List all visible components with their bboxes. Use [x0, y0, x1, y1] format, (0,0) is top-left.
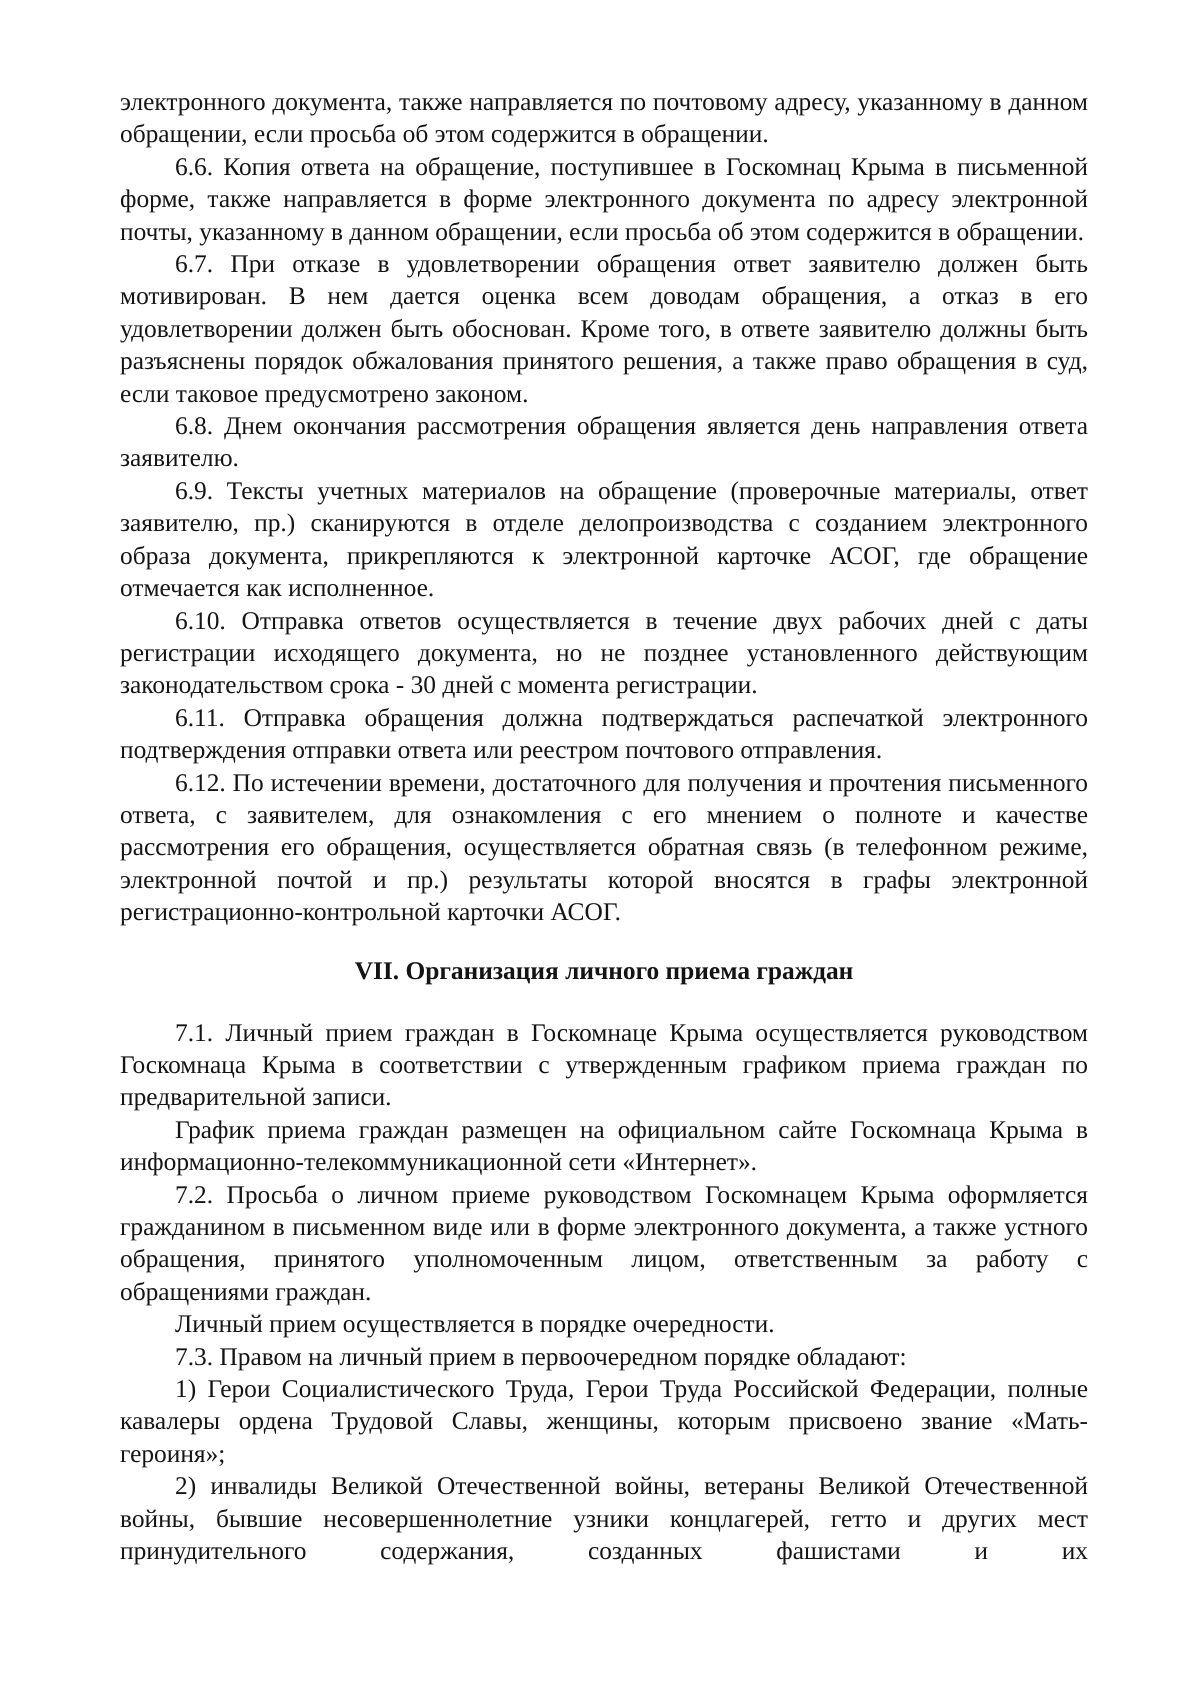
paragraph-6-12: 6.12. По истечении времени, достаточного для получения и прочтения письменного ответа, с заявителем, для ознакомления с его мнением о полноте и качестве рассмотрения его обращения, осуществляется обратная связь (в телефонном режиме, электронной почтой и пр.) результаты которой вносятся в графы электронной регистрационно-контрольной карточки АСОГ. — [120, 768, 1088, 927]
paragraph-6-6: 6.6. Копия ответа на обращение, поступившее в Госкомнац Крыма в письменной форме, также направляется в форме электронного документа по адресу электронной почты, указанному в данном обращении, если просьба об этом содержится в обращении. — [120, 152, 1088, 246]
paragraph-7-1: 7.1. Личный прием граждан в Госкомнаце Крыма осуществляется руководством Госкомнаца Крыма в соответствии с утвержденным графиком приема граждан по предварительной записи. — [120, 1018, 1088, 1112]
paragraph-7-3: 7.3. Правом на личный прием в первоочередном порядке обладают: — [175, 1342, 907, 1371]
paragraph-order: Личный прием осуществляется в порядке очередности. — [175, 1310, 775, 1339]
paragraph-6-9: 6.9. Тексты учетных материалов на обращение (проверочные материалы, ответ заявителю, пр.) сканируются в отделе делопроизводства с созданием электронного образа документа, прикрепляются к электронной карточке АСОГ, где обращение отмечается как исполненное. — [120, 476, 1088, 603]
paragraph-7-2: 7.2. Просьба о личном приеме руководством Госкомнацем Крыма оформляется гражданином в письменном виде или в форме электронного документа, а также устного обращения, принятого уполномоченным лицом, ответственным за работу с обращениями граждан. — [120, 1180, 1088, 1306]
list-item-1: 1) Герои Социалистического Труда, Герои Труда Российской Федерации, полные кавалеры ордена Трудовой Славы, женщины, которым присвоено звание «Мать-героиня»; — [120, 1375, 1088, 1468]
section-heading: VII. Организация личного приема граждан — [354, 956, 854, 985]
list-item-2: 2) инвалиды Великой Отечественной войны, ветераны Великой Отечественной войны, бывшие несовершеннолетние узники концлагерей, гетто и других мест принудительного содержания, созданных фашистами и их — [120, 1472, 1088, 1566]
paragraph-6-10: 6.10. Отправка ответов осуществляется в течение двух рабочих дней с даты регистрации исходящего документа, но не позднее установленного действующим законодательством срока - 30 дней с момента регистрации. — [120, 606, 1088, 700]
paragraph-6-8: 6.8. Днем окончания рассмотрения обращения является день направления ответа заявителю. — [120, 412, 1088, 473]
paragraph-schedule: График приема граждан размещен на официальном сайте Госкомнаца Крыма в информационно-телекоммуникационной сети «Интернет». — [120, 1115, 1088, 1177]
paragraph-continuation: электронного документа, также направляется по почтовому адресу, указанному в данном обращении, если просьба об этом содержится в обращении. — [120, 88, 1088, 149]
paragraph-6-7: 6.7. При отказе в удовлетворении обращения ответ заявителю должен быть мотивирован. В нем дается оценка всем доводам обращения, а отказ в его удовлетворении должен быть обоснован. Кроме того, в ответе заявителю должны быть разъяснены порядок обжалования принятого решения, а также право обращения в суд, если таковое предусмотрено законом. — [120, 250, 1088, 408]
paragraph-6-11: 6.11. Отправка обращения должна подтверждаться распечаткой электронного подтверждения отправки ответа или реестром почтового отправления. — [120, 703, 1088, 765]
